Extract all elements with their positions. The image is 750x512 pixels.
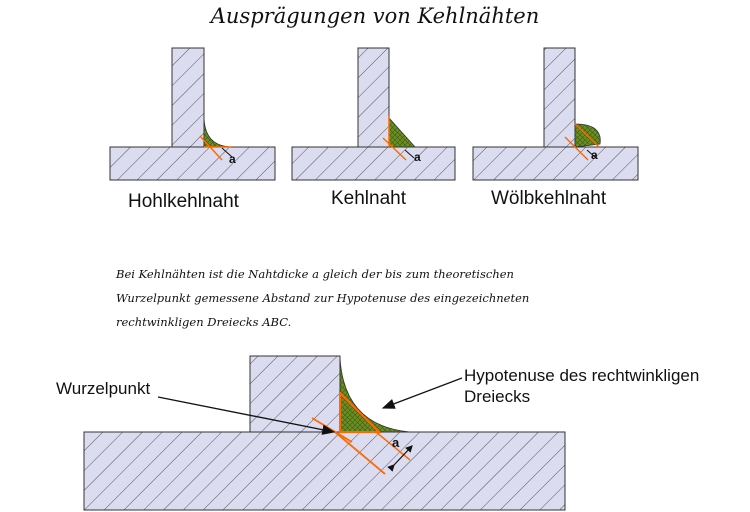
root-point-label: Wurzelpunkt: [56, 379, 151, 398]
detail-dimension-label: a: [392, 435, 400, 450]
upright-plate: [172, 48, 204, 147]
variant-convex: [473, 48, 638, 180]
variant-flat: [292, 48, 455, 180]
base-plate: [473, 147, 638, 180]
upright-plate: [544, 48, 575, 147]
hypotenuse-leader: [383, 378, 462, 408]
base-plate: [292, 147, 455, 180]
variant-label-concave: Hohlkehlnaht: [128, 191, 239, 212]
diagram-title: Ausprägungen von Kehlnähten: [210, 4, 540, 28]
hypotenuse-label: [464, 365, 699, 407]
dimension-label: a: [414, 150, 421, 164]
hypotenuse-label-line: Dreiecks: [464, 387, 531, 406]
weld-seam: [204, 116, 231, 147]
description-line: Bei Kehlnähten ist die Nahtdicke a gleich der bis zum theoretischen: [116, 267, 514, 281]
description-line: Wurzelpunkt gemessene Abstand zur Hypotenuse des eingezeichneten: [116, 291, 530, 305]
upright-plate: [358, 48, 389, 147]
base-plate: [110, 147, 275, 180]
description-line: rechtwinkligen Dreiecks ABC.: [116, 315, 292, 329]
detail-weld-seam: [340, 358, 410, 432]
hypotenuse-label-line: Hypotenuse des rechtwinkligen: [464, 366, 700, 385]
variant-concave: [110, 48, 275, 180]
weld-seam: [389, 118, 415, 147]
variant-label-flat: Kehlnaht: [331, 188, 407, 209]
description-text: [116, 262, 586, 334]
variant-label-convex: Wölbkehlnaht: [491, 188, 607, 209]
detail-upright-plate: [250, 356, 340, 432]
dimension-label: a: [591, 148, 598, 162]
dimension-label: a: [229, 152, 236, 166]
detail-base-plate: [84, 432, 565, 510]
